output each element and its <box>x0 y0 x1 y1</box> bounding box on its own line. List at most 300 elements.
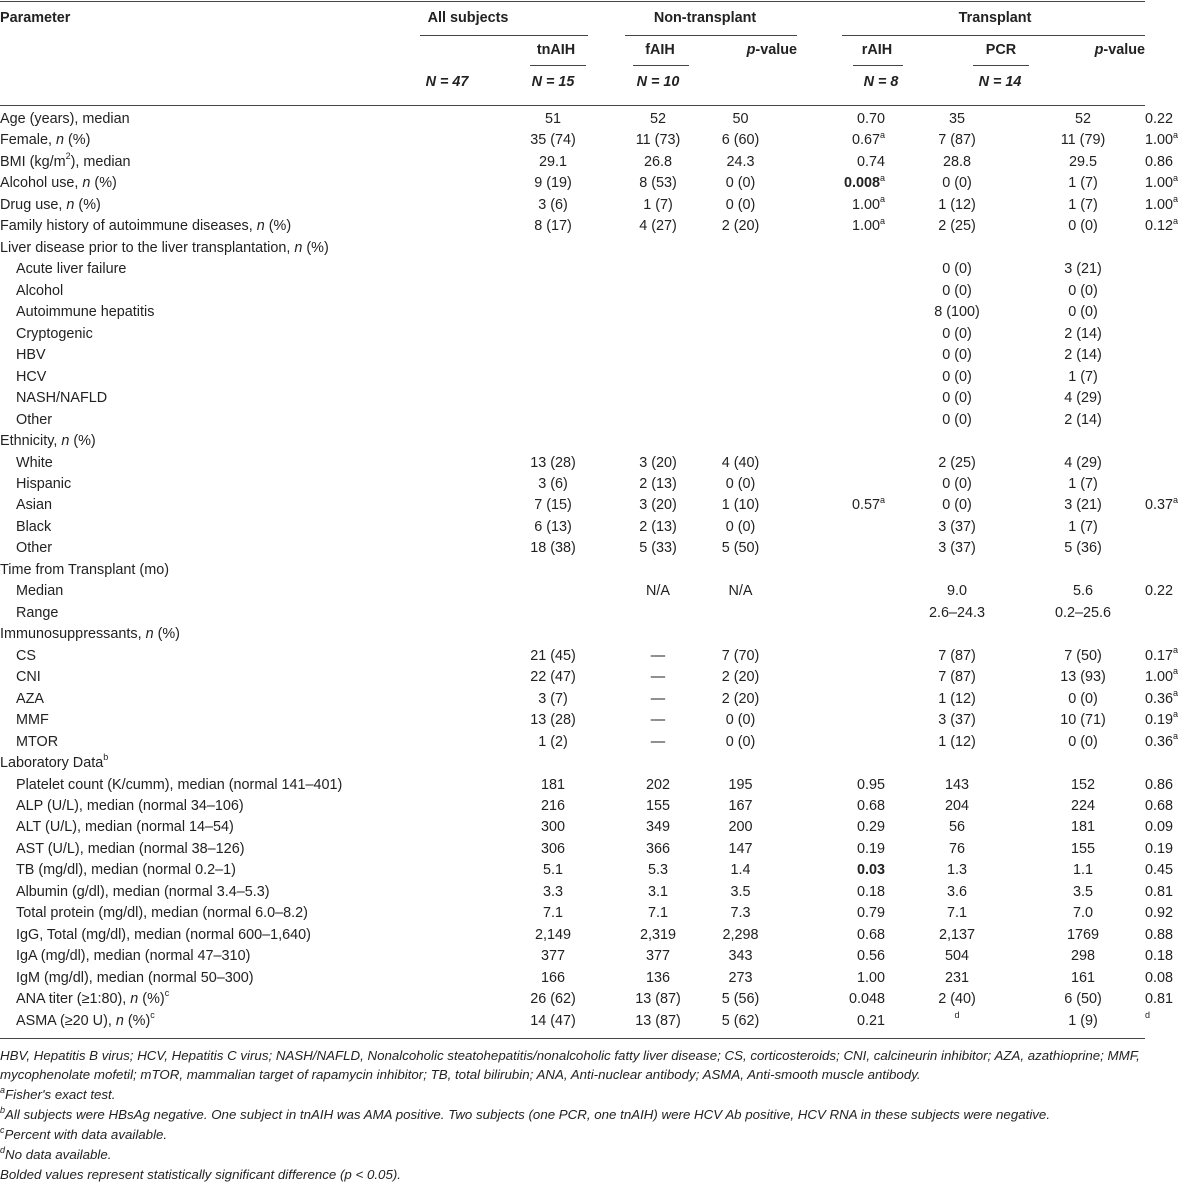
spacer-cell <box>408 173 488 194</box>
cell-p-value-nontransplant <box>783 453 893 474</box>
spacer-cell <box>408 817 488 838</box>
cell-pcr: 4 (29) <box>1064 454 1102 471</box>
cell-pcr: 1 (7) <box>1068 518 1098 535</box>
cell-all-subjects: 7 (15) <box>534 497 572 514</box>
cell-tnaih: — <box>650 690 666 707</box>
table-row <box>0 603 1145 624</box>
non-transplant-rule <box>625 35 797 36</box>
row-parameter: Cryptogenic <box>16 325 93 342</box>
cell-raih: 143 <box>944 776 969 793</box>
cell-all-subjects: 6 (13) <box>534 518 572 535</box>
row-parameter: Range <box>16 604 59 621</box>
cell-pcr <box>1021 753 1145 774</box>
cell-pcr: 4 (29) <box>1064 390 1102 407</box>
table-row: Alcohol use, n (%) 9 (19) 8 (53) 0 (0) 0.008$^a$ 0 (0) 1 (7) 1.00$^a$ <box>0 173 1145 194</box>
cell-faih: 2 (20) <box>721 218 760 235</box>
cell-tnaih: 202 <box>645 776 670 793</box>
cell-pcr: 1.1 <box>1072 862 1093 879</box>
cell-tnaih: 8 (53) <box>639 175 677 192</box>
cell-p-value-nontransplant: 0.18 <box>856 883 885 900</box>
cell-pcr: 0 (0) <box>1068 733 1098 750</box>
cell-tnaih: 7.1 <box>647 905 668 922</box>
cell-p-value-nontransplant <box>783 667 893 688</box>
spacer-cell <box>408 345 488 366</box>
cell-pcr: 0 (0) <box>1068 282 1098 299</box>
cell-raih: 7.1 <box>946 905 967 922</box>
cell-faih <box>698 388 783 409</box>
row-parameter: Alcohol use, n (%) <box>0 175 117 192</box>
cell-pcr: 155 <box>1070 840 1095 857</box>
cell-tnaih <box>618 345 698 366</box>
cell-pcr: 2 (14) <box>1064 325 1102 342</box>
cell-p-value-nontransplant <box>783 238 893 259</box>
row-parameter: Albumin (g/dl), median (normal 3.4–5.3) <box>16 883 270 900</box>
table-row <box>0 474 1145 495</box>
spacer-cell <box>408 710 488 731</box>
cell-tnaih: 155 <box>645 798 670 814</box>
cell-p-value-nontransplant <box>783 324 893 345</box>
cell-pcr: 152 <box>1070 776 1095 793</box>
cell-pcr: 1 (7) <box>1068 175 1098 192</box>
cell-tnaih: 13 (87) <box>635 1012 681 1029</box>
cell-raih: 0 (0) <box>942 497 972 514</box>
cell-p-value-nontransplant <box>783 603 893 624</box>
cell-pcr: 7 (50) <box>1064 647 1102 664</box>
cell-faih <box>698 345 783 366</box>
cell-p-value-nontransplant: 0.68 <box>856 798 885 814</box>
row-parameter: Time from Transplant (mo) <box>0 561 169 578</box>
table-row: CNI 22 (47) — 2 (20) 7 (87) 13 (93) 1.00$^a$ <box>0 667 1145 688</box>
cell-faih: 0 (0) <box>725 196 756 213</box>
cell-pcr: 0 (0) <box>1068 304 1098 321</box>
cell-raih <box>893 560 1021 581</box>
spacer-cell <box>408 367 488 388</box>
cell-raih <box>893 431 1021 452</box>
cell-p-value-nontransplant: 0.21 <box>856 1012 885 1029</box>
cell-pcr: 11 (79) <box>1060 132 1106 149</box>
cell-faih <box>698 367 783 388</box>
cell-pcr <box>1021 238 1145 259</box>
cell-faih: 0 (0) <box>725 733 756 750</box>
row-parameter: Laboratory Data$^b$ <box>0 752 109 772</box>
cell-raih: 0 (0) <box>942 368 972 385</box>
cell-tnaih <box>618 259 698 280</box>
spacer-cell <box>408 925 488 946</box>
cell-pcr: 3 (21) <box>1064 261 1102 278</box>
cell-raih: 0 (0) <box>942 347 972 364</box>
table-row: Female, n (%) 35 (74) 11 (73) 6 (60) 0.67$^a$ 7 (87) 11 (79) 1.00$^a$ <box>0 130 1145 151</box>
cell-faih <box>698 603 783 624</box>
cell-pcr: 7.0 <box>1072 905 1093 922</box>
cell-all-subjects: 21 (45) <box>530 647 576 664</box>
spacer-cell <box>408 259 488 280</box>
row-parameter: Ethnicity, n (%) <box>0 433 96 450</box>
cell-faih: 5 (56) <box>721 991 760 1008</box>
spacer-cell <box>408 839 488 860</box>
cell-pcr: 6 (50) <box>1064 991 1102 1008</box>
footnote-d: $^d$No data available. <box>0 1144 112 1162</box>
cell-raih: 2.6–24.3 <box>928 604 986 621</box>
cell-faih: 5 (50) <box>721 540 760 557</box>
cell-faih: 167 <box>728 798 753 814</box>
cell-p-value-nontransplant <box>783 560 893 581</box>
table-row <box>0 410 1145 431</box>
cell-pcr: 13 (93) <box>1060 669 1106 686</box>
cell-faih <box>698 753 783 774</box>
row-parameter: Platelet count (K/cumm), median (normal 141–401) <box>16 776 343 793</box>
cell-raih: 1.3 <box>946 862 967 879</box>
cell-tnaih <box>618 238 698 259</box>
row-parameter: MTOR <box>16 733 59 750</box>
row-parameter: CS <box>16 647 36 664</box>
cell-raih: 204 <box>944 798 969 814</box>
spacer-cell <box>408 603 488 624</box>
cell-faih: 7 (70) <box>721 647 760 664</box>
row-parameter: Median <box>16 583 64 600</box>
cell-raih: 2 (40) <box>938 991 976 1008</box>
cell-faih <box>698 431 783 452</box>
spacer-cell <box>408 968 488 989</box>
spacer-cell <box>408 431 488 452</box>
table-row <box>0 259 1145 280</box>
cell-faih <box>698 324 783 345</box>
spacer-cell <box>408 689 488 710</box>
cell-pcr: 2 (14) <box>1064 347 1102 364</box>
cell-tnaih <box>618 324 698 345</box>
cell-faih: 2 (20) <box>721 690 760 707</box>
cell-p-value-nontransplant <box>783 302 893 323</box>
header-n-faih: N = 10 <box>636 74 680 90</box>
cell-p-value-nontransplant: 0.68 <box>856 926 885 943</box>
cell-all-subjects: 2,149 <box>534 926 571 943</box>
cell-all-subjects: 306 <box>540 840 565 857</box>
cell-p-value-nontransplant: 0.048 <box>848 991 885 1008</box>
row-parameter: Female, n (%) <box>0 132 91 149</box>
cell-raih: 0 (0) <box>942 175 972 192</box>
cell-pcr: 0 (0) <box>1068 218 1098 235</box>
cell-raih: 9.0 <box>946 583 967 600</box>
row-parameter: BMI $(kg/m^2)$, median <box>0 151 131 170</box>
cell-raih: 3 (37) <box>938 540 976 557</box>
spacer-cell <box>408 753 488 774</box>
cell-tnaih <box>618 302 698 323</box>
cell-p-value-nontransplant <box>783 581 893 602</box>
cell-p-value-nontransplant <box>783 259 893 280</box>
cell-faih <box>698 238 783 259</box>
cell-tnaih: 5 (33) <box>639 540 677 557</box>
cell-all-subjects: 377 <box>540 948 565 965</box>
table-row: ALT (U/L), median (normal 14–54) 300 349 200 0.29 56 181 0.09 <box>0 817 1145 838</box>
cell-tnaih: 4 (27) <box>639 218 677 235</box>
table-row: IgG, Total (mg/dl), median (normal 600–1,640) 2,149 2,319 2,298 0.68 2,137 1769 0.88 <box>0 925 1145 946</box>
cell-pcr: 3.5 <box>1072 883 1093 900</box>
spacer-cell <box>408 302 488 323</box>
cell-raih: 3.6 <box>946 883 967 900</box>
cell-tnaih <box>618 388 698 409</box>
cell-p-value-nontransplant <box>783 517 893 538</box>
cell-raih: 0 (0) <box>942 261 972 278</box>
cell-faih <box>698 281 783 302</box>
cell-all-subjects: 26 (62) <box>530 991 576 1008</box>
cell-all-subjects: 216 <box>540 798 565 814</box>
cell-tnaih: 1 (7) <box>643 196 673 213</box>
row-parameter: Hispanic <box>16 475 72 492</box>
spacer-cell <box>408 796 488 817</box>
cell-raih: 28.8 <box>942 153 971 170</box>
cell-raih: 7 (87) <box>938 647 976 664</box>
cell-p-value-nontransplant <box>783 689 893 710</box>
row-parameter: Other <box>16 540 52 557</box>
spacer-cell <box>408 216 488 237</box>
cell-all-subjects <box>488 560 618 581</box>
spacer-cell <box>408 667 488 688</box>
table-row: Platelet count (K/cumm), median (normal 141–401) 181 202 195 0.95 143 152 0.86 <box>0 775 1145 796</box>
cell-faih <box>698 560 783 581</box>
cell-tnaih: 5.3 <box>647 862 668 879</box>
cell-raih: d <box>954 1009 960 1020</box>
header-all-subjects: All subjects <box>427 10 509 26</box>
spacer-cell <box>408 989 488 1010</box>
cell-p-value-nontransplant: 0.29 <box>856 819 885 836</box>
table-row: AST (U/L), median (normal 38–126) 306 366 147 0.19 76 155 0.19 <box>0 839 1145 860</box>
table-row <box>0 753 1145 774</box>
cell-pcr: 5 (36) <box>1064 540 1102 557</box>
cell-tnaih: 11 (73) <box>635 132 681 149</box>
table-row: Asian 7 (15) 3 (20) 1 (10) 0.57$^a$ 0 (0) 3 (21) 0.37$^a$ <box>0 495 1145 516</box>
cell-tnaih <box>618 624 698 645</box>
header-n-raih: N = 8 <box>863 74 899 90</box>
cell-raih: 2 (25) <box>938 218 976 235</box>
spacer-cell <box>408 195 488 216</box>
cell-all-subjects: 35 (74) <box>530 132 576 149</box>
spacer-cell <box>408 581 488 602</box>
cell-faih: 24.3 <box>726 153 755 170</box>
table-row: ASMA (≥20 U), n (%)$^c$ 14 (47) 13 (87) 5 (62) 0.21 $^d$ 1 (9) $^d$ <box>0 1011 1145 1032</box>
header-p-value-nt: p-value <box>746 42 797 58</box>
cell-all-subjects: 9 (19) <box>534 175 572 192</box>
table-row: TB (mg/dl), median (normal 0.2–1) 5.1 5.3 1.4 0.03 1.3 1.1 0.45 <box>0 860 1145 881</box>
cell-pcr <box>1021 624 1145 645</box>
cell-raih: 76 <box>948 840 965 857</box>
spacer-cell <box>408 860 488 881</box>
cell-faih: 2,298 <box>722 926 759 943</box>
cell-faih: 0 (0) <box>725 475 756 492</box>
cell-all-subjects: 1 (2) <box>538 733 568 750</box>
table-row: Albumin (g/dl), median (normal 3.4–5.3) 3.3 3.1 3.5 0.18 3.6 3.5 0.81 <box>0 882 1145 903</box>
cell-pcr: 298 <box>1070 948 1095 965</box>
row-parameter: Black <box>16 518 52 535</box>
cell-raih: 2 (25) <box>938 454 976 471</box>
spacer-cell <box>408 646 488 667</box>
header-rule <box>0 105 1145 106</box>
header-n-all: N = 47 <box>425 74 469 90</box>
table-row: ALP (U/L), median (normal 34–106) 216 155 167 0.68 204 224 0.68 <box>0 796 1145 817</box>
row-parameter: Alcohol <box>16 282 64 299</box>
cell-tnaih: — <box>650 733 666 750</box>
header-tnaih: tnAIH <box>536 42 576 58</box>
cell-tnaih: — <box>650 669 666 686</box>
cell-p-value-nontransplant: 1.00$^a$ <box>851 194 885 213</box>
cell-faih <box>698 410 783 431</box>
cell-tnaih: — <box>650 647 666 664</box>
header-non-transplant: Non-transplant <box>653 10 757 26</box>
cell-raih: 1 (12) <box>938 733 976 750</box>
header-pcr: PCR <box>985 42 1017 58</box>
cell-pcr: 0.2–25.6 <box>1054 604 1112 621</box>
cell-faih: 4 (40) <box>721 454 760 471</box>
cell-raih: 1 (12) <box>938 690 976 707</box>
cell-pcr: 1 (9) <box>1068 1012 1098 1029</box>
spacer-cell <box>408 560 488 581</box>
table-row: Family history of autoimmune diseases, n (%) 8 (17) 4 (27) 2 (20) 1.00$^a$ 2 (25) 0 (0) 0.12$^a$ <box>0 216 1145 237</box>
cell-tnaih: 377 <box>645 948 670 965</box>
table-row <box>0 345 1145 366</box>
spacer-cell <box>408 238 488 259</box>
cell-faih: 0 (0) <box>725 518 756 535</box>
cell-p-value-nontransplant: 0.03 <box>856 862 885 879</box>
cell-raih: 7 (87) <box>938 669 976 686</box>
header-parameter: Parameter <box>0 10 71 26</box>
table-footnotes <box>0 1046 1140 1185</box>
table-row <box>0 324 1145 345</box>
cell-raih: 0 (0) <box>942 282 972 299</box>
row-parameter: Immunosuppressants, n (%) <box>0 626 180 643</box>
cell-tnaih <box>618 431 698 452</box>
cell-all-subjects: 13 (28) <box>530 454 576 471</box>
cell-pcr: 1 (7) <box>1068 196 1098 213</box>
spacer-cell <box>408 517 488 538</box>
row-parameter: HCV <box>16 368 47 385</box>
row-parameter: IgG, Total (mg/dl), median (normal 600–1,640) <box>16 926 311 943</box>
cell-tnaih <box>618 560 698 581</box>
cell-tnaih: 3.1 <box>647 883 668 900</box>
table-row: Median N/A N/A 9.0 5.6 0.22 <box>0 581 1145 602</box>
table-row <box>0 238 1145 259</box>
cell-tnaih <box>618 753 698 774</box>
table-row <box>0 281 1145 302</box>
cell-all-subjects <box>488 753 618 774</box>
cell-faih: 147 <box>728 840 753 857</box>
cell-tnaih: 2 (13) <box>639 475 677 492</box>
cell-all-subjects: 166 <box>540 969 565 986</box>
cell-pcr: 161 <box>1070 969 1095 986</box>
cell-all-subjects: 18 (38) <box>530 540 576 557</box>
cell-faih: 343 <box>728 948 753 965</box>
row-parameter: Age (years), median <box>0 111 130 127</box>
table-row: Drug use, n (%) 3 (6) 1 (7) 0 (0) 1.00$^a$ 1 (12) 1 (7) 1.00$^a$ <box>0 195 1145 216</box>
cell-tnaih: 349 <box>645 819 670 836</box>
cell-raih: 231 <box>944 969 969 986</box>
row-parameter: AZA <box>16 690 44 707</box>
cell-p-value-nontransplant: 0.79 <box>856 905 885 922</box>
cell-p-value-nontransplant <box>783 367 893 388</box>
row-parameter: Acute liver failure <box>16 261 127 278</box>
table-row: CS 21 (45) — 7 (70) 7 (87) 7 (50) 0.17$^a$ <box>0 646 1145 667</box>
cell-p-value-nontransplant <box>783 431 893 452</box>
cell-raih: 56 <box>948 819 965 836</box>
spacer-cell <box>408 775 488 796</box>
table-row: BMI $(kg/m^2)$, median 29.1 26.8 24.3 0.74 28.8 29.5 0.86 <box>0 152 1145 173</box>
cell-all-subjects <box>488 302 618 323</box>
cell-tnaih: 3 (20) <box>639 497 677 514</box>
spacer-cell <box>408 882 488 903</box>
cell-all-subjects <box>488 431 618 452</box>
cell-pcr: 1 (7) <box>1068 368 1098 385</box>
row-parameter: Autoimmune hepatitis <box>16 304 155 321</box>
cell-pcr: 3 (21) <box>1064 497 1102 514</box>
row-parameter: ALT (U/L), median (normal 14–54) <box>16 819 234 836</box>
transplant-rule <box>842 35 1145 36</box>
table-row <box>0 431 1145 452</box>
cell-all-subjects: 22 (47) <box>530 669 576 686</box>
cell-faih: 1.4 <box>730 862 751 879</box>
cell-all-subjects: 300 <box>540 819 565 836</box>
row-parameter: AST (U/L), median (normal 38–126) <box>16 840 245 857</box>
row-parameter: CNI <box>16 669 41 686</box>
tnaih-rule <box>530 65 586 66</box>
cell-pcr: 2 (14) <box>1064 411 1102 428</box>
cell-raih: 0 (0) <box>942 390 972 407</box>
row-parameter: Asian <box>16 497 52 514</box>
row-parameter: ASMA (≥20 U), n (%)$^c$ <box>16 1009 155 1029</box>
cell-all-subjects: 7.1 <box>542 905 563 922</box>
cell-faih: 195 <box>728 776 753 793</box>
cell-faih: 1 (10) <box>721 497 760 514</box>
header-raih: rAIH <box>861 42 893 58</box>
cell-p-value-nontransplant: 0.19 <box>856 840 885 857</box>
cell-pcr: 5.6 <box>1072 583 1093 600</box>
spacer-cell <box>408 324 488 345</box>
cell-raih: 0 (0) <box>942 325 972 342</box>
cell-pcr: 224 <box>1070 798 1095 814</box>
cell-all-subjects: 13 (28) <box>530 712 576 729</box>
cell-pcr: 181 <box>1070 819 1095 836</box>
cell-pcr: 1769 <box>1066 926 1099 943</box>
cell-tnaih: N/A <box>646 583 670 600</box>
cell-all-subjects: 51 <box>544 111 561 127</box>
cell-raih: 0 (0) <box>942 411 972 428</box>
table-row <box>0 538 1145 559</box>
cell-p-value-nontransplant <box>783 281 893 302</box>
cell-pcr: 29.5 <box>1068 153 1097 170</box>
cell-all-subjects: 3 (6) <box>538 196 568 213</box>
cell-p-value-nontransplant <box>783 732 893 753</box>
cell-faih: 7.3 <box>730 905 751 922</box>
cell-p-value-nontransplant <box>783 345 893 366</box>
cell-faih: 3.5 <box>730 883 751 900</box>
cell-p-value-nontransplant <box>783 410 893 431</box>
cell-raih: 504 <box>944 948 969 965</box>
table-row <box>0 367 1145 388</box>
cell-p-value-nontransplant: 1.00 <box>856 969 885 986</box>
row-parameter: White <box>16 454 53 471</box>
cell-pcr <box>1021 560 1145 581</box>
cell-raih: 2,137 <box>938 926 975 943</box>
table-row <box>0 560 1145 581</box>
cell-p-value-nontransplant <box>783 388 893 409</box>
row-parameter: Liver disease prior to the liver transplantation, n (%) <box>0 239 329 256</box>
row-parameter: Drug use, n (%) <box>0 196 101 213</box>
cell-raih: 1 (12) <box>938 196 976 213</box>
cell-all-subjects <box>488 410 618 431</box>
cell-faih: 273 <box>728 969 753 986</box>
cell-all-subjects: 5.1 <box>542 862 563 879</box>
cell-faih <box>698 624 783 645</box>
spacer-cell <box>408 732 488 753</box>
cell-pcr: 10 (71) <box>1060 712 1106 729</box>
table-row: MMF 13 (28) — 0 (0) 3 (37) 10 (71) 0.19$^a$ <box>0 710 1145 731</box>
cell-all-subjects: 29.1 <box>538 153 567 170</box>
